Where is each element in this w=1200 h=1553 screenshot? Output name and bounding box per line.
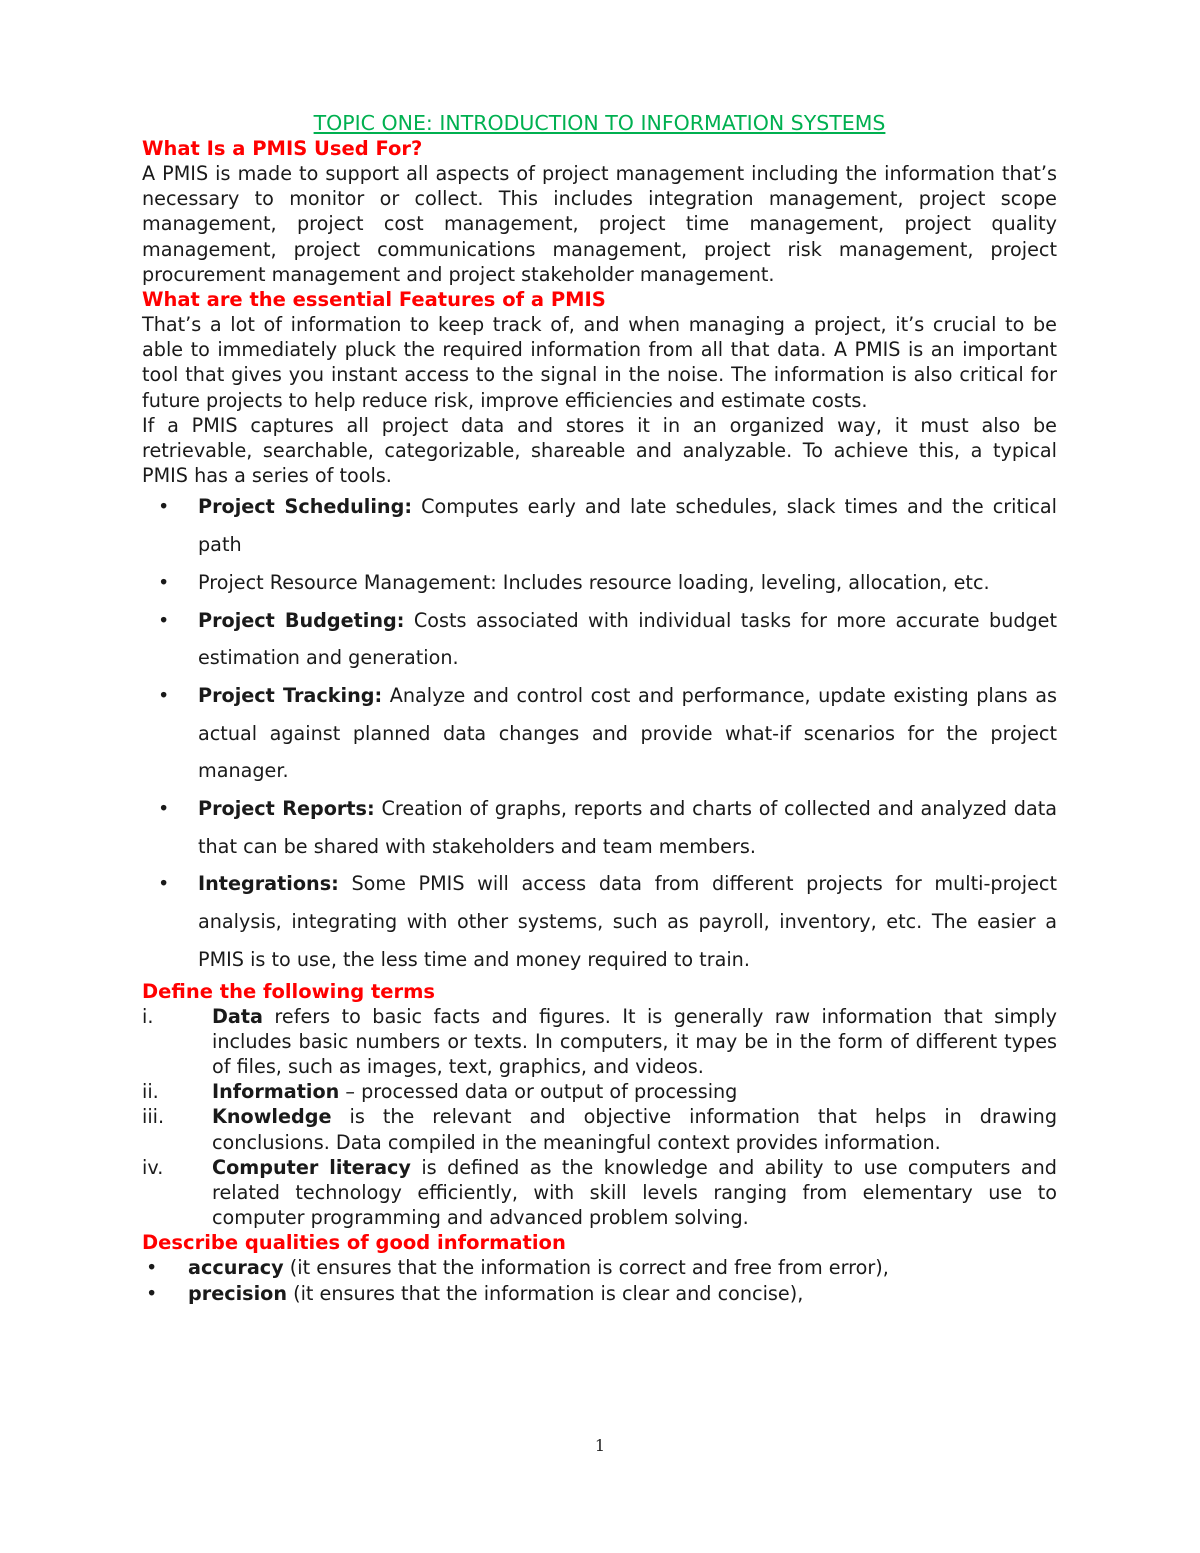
paragraph-pmis-used-for: A PMIS is made to support all aspects of project management including the information that’s necessary to monitor or collect. This includes integration management, project scope management, project cost management, project time management, project quality management, project communications management, project risk management, project procurement management and project stakeholder management.: [142, 162, 1057, 286]
bullet-icon: •: [158, 608, 170, 632]
bullet-icon: •: [158, 797, 170, 821]
term-label: Information: [212, 1080, 340, 1104]
list-item-resource-management: [142, 564, 1057, 602]
list-numeral: ii.: [142, 1080, 159, 1104]
term-item-computer-literacy: [142, 1155, 1057, 1231]
tools-list: [142, 488, 1057, 978]
list-numeral: iv.: [142, 1155, 164, 1179]
list-item-project-scheduling: [142, 488, 1057, 563]
quality-item-precision: [142, 1281, 1057, 1306]
tool-label: Project Reports:: [198, 797, 375, 821]
tool-text: Project Resource Management: Includes resource loading, leveling, allocation, etc.: [198, 570, 990, 594]
terms-list: [142, 1004, 1057, 1231]
term-label: Data: [212, 1004, 263, 1028]
tool-label: Project Tracking:: [198, 683, 383, 707]
term-item-knowledge: [142, 1104, 1057, 1154]
term-text: – processed data or output of processing: [339, 1080, 738, 1104]
paragraph-features-2: If a PMIS captures all project data and stores it in an organized way, it must also be retrievable, searchable, categorizable, shareable and analyzable. To achieve this, a typical PMIS has a series of tools.: [142, 413, 1057, 488]
bullet-icon: •: [158, 872, 170, 896]
quality-text: (it ensures that the information is correct and free from error),: [283, 1256, 889, 1280]
tool-text: Computes early and late schedules, slack times and the critical path: [198, 495, 1057, 557]
quality-label: accuracy: [188, 1256, 284, 1280]
list-item-integrations: [142, 865, 1057, 978]
document-page: [142, 110, 1057, 1306]
bullet-icon: •: [158, 570, 170, 594]
tool-text: Creation of graphs, reports and charts of collected and analyzed data that can be shared with stakeholders and team members.: [198, 797, 1057, 858]
tool-text: Analyze and control cost and performance, update existing plans as actual against planned data changes and provide what-if scenarios for the project manager.: [198, 683, 1057, 783]
tool-label: Project Budgeting:: [198, 608, 405, 632]
bullet-icon: •: [146, 1281, 158, 1305]
bullet-icon: •: [158, 495, 170, 519]
quality-item-accuracy: [142, 1255, 1057, 1280]
heading-qualities: Describe qualities of good information: [142, 1231, 566, 1255]
tool-label: Integrations:: [198, 872, 339, 896]
quality-text: (it ensures that the information is clear and concise),: [287, 1281, 804, 1305]
list-numeral: iii.: [142, 1105, 165, 1129]
list-item-project-tracking: [142, 677, 1057, 790]
term-item-data: [142, 1004, 1057, 1080]
term-text: refers to basic facts and figures. It is generally raw information that simply includes basic numbers or texts. In computers, it may be in the form of different types of files, such as images, text, graphics, and videos.: [212, 1004, 1057, 1078]
list-numeral: i.: [142, 1004, 154, 1028]
bullet-icon: •: [146, 1256, 158, 1280]
term-item-information: [142, 1079, 1057, 1104]
term-text: is the relevant and objective information that helps in drawing conclusions. Data compiled in the meaningful context provides information.: [212, 1105, 1057, 1154]
heading-pmis-used-for: What Is a PMIS Used For?: [142, 137, 423, 160]
tool-label: Project Scheduling:: [198, 495, 412, 519]
list-item-project-budgeting: [142, 602, 1057, 677]
tool-text: Costs associated with individual tasks for more accurate budget estimation and generation.: [198, 608, 1058, 670]
paragraph-features-1: That’s a lot of information to keep track of, and when managing a project, it’s crucial to be able to immediately pluck the required information from all that data. A PMIS is an important tool that gives you instant access to the signal in the noise. The information is also critical for future projects to help reduce risk, improve efficiencies and estimate costs.: [142, 313, 1057, 412]
qualities-list: [142, 1255, 1057, 1305]
bullet-icon: •: [158, 683, 170, 707]
term-label: Computer literacy: [212, 1155, 411, 1179]
term-text: is defined as the knowledge and ability to use computers and related technology efficiently, with skill levels ranging from elementary use to computer programming and advanced problem solving.: [212, 1155, 1057, 1230]
heading-define-terms: Define the following terms: [142, 979, 436, 1003]
page-number: 1: [594, 1436, 606, 1455]
term-label: Knowledge: [212, 1105, 332, 1129]
quality-label: precision: [188, 1281, 288, 1305]
heading-essential-features: What are the essential Features of a PMIS: [142, 288, 606, 312]
document-title: TOPIC ONE: INTRODUCTION TO INFORMATION SYSTEMS: [313, 111, 886, 135]
tool-text: Some PMIS will access data from different projects for multi-project analysis, integrating with other systems, such as payroll, inventory, etc. The easier a PMIS is to use, the less time and money required to train.: [198, 872, 1057, 971]
list-item-project-reports: [142, 790, 1057, 865]
